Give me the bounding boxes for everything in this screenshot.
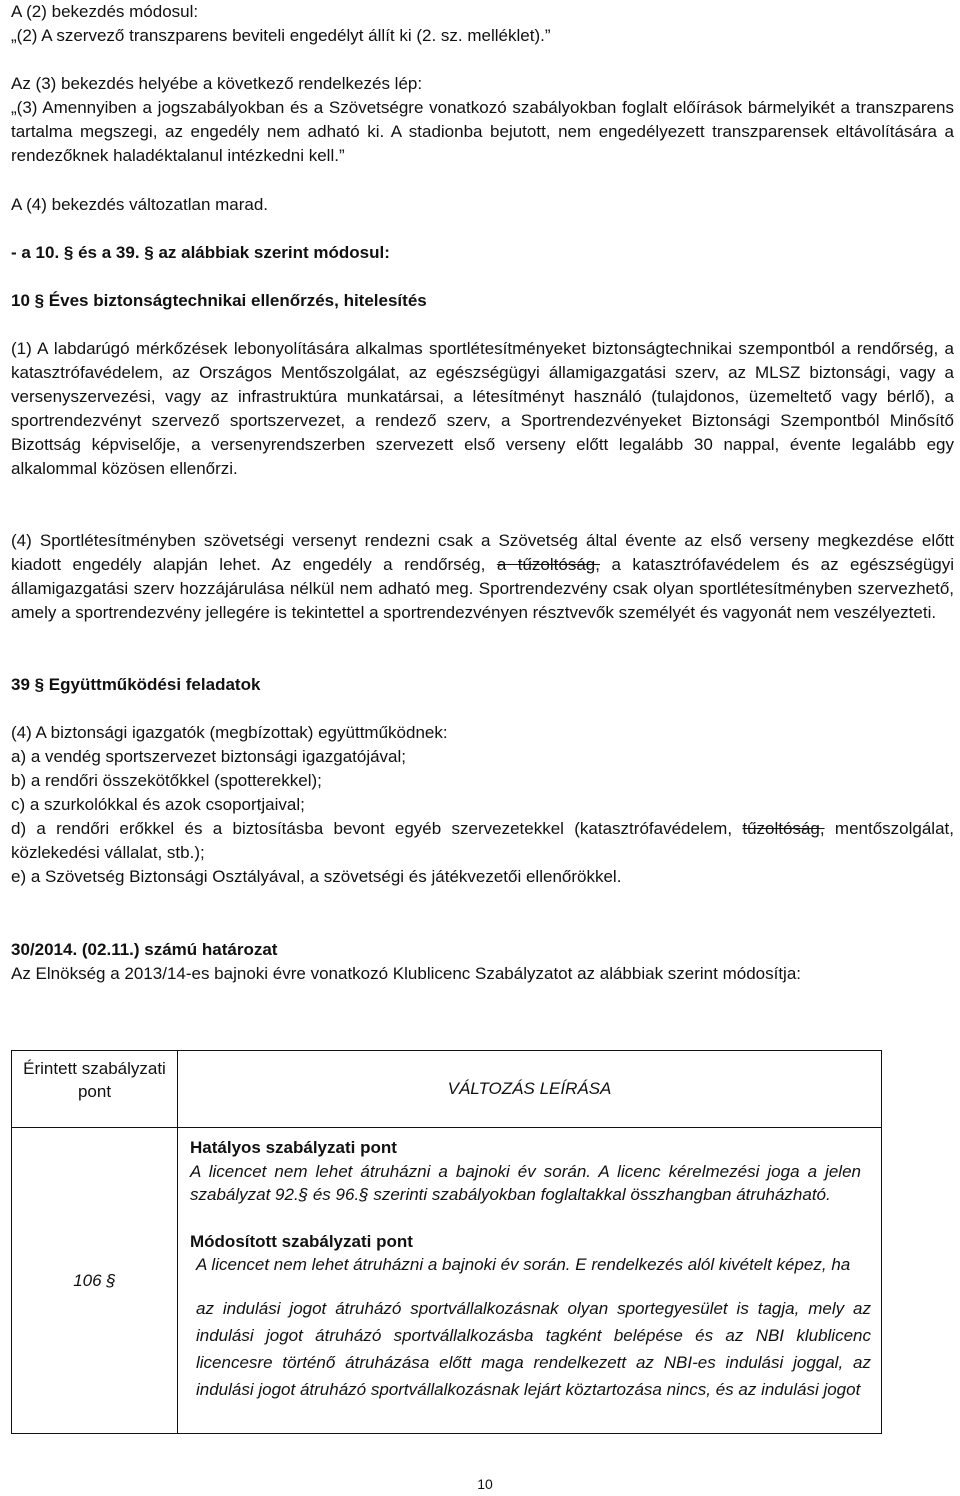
header-affected-point: Érintett szabályzati pont bbox=[12, 1051, 178, 1128]
modified-rule-label: Módosított szabályzati pont bbox=[190, 1231, 413, 1251]
intro-line-1: A (2) bekezdés módosul: bbox=[11, 2, 199, 21]
section-39-item-e: e) a Szövetség Biztonsági Osztályával, a szövetségi és játékvezetői ellenőrökkel. bbox=[11, 867, 622, 886]
para4-struck-text: a tűzoltóság, bbox=[496, 555, 600, 574]
resolution-text: Az Elnökség a 2013/14-es bajnoki évre vonatkozó Klublicenc Szabályzatot az alábbiak szerint módosítja: bbox=[11, 964, 802, 983]
header-change-description: VÁLTOZÁS LEÍRÁSA bbox=[178, 1051, 882, 1128]
intro-line-2: „(2) A szervező transzparens beviteli engedélyt állít ki (2. sz. melléklet).” bbox=[11, 26, 551, 45]
section-39-title: 39 § Együttműködési feladatok bbox=[11, 675, 261, 694]
section-10-paragraph-1: (1) A labdarúgó mérkőzések lebonyolítására alkalmas sportlétesítményeket biztonságtechnikai szempontból a rendőrség, a katasztrófavédelem, az Országos Mentőszolgálat, az egészségügyi államigazgatási szerv, az MLSZ biztonsági, vagy a versenyszervezési, vagy az infrastruktúra munkatársai, a létesítményt használó (tulajdonos, üzemeltető vagy bérlő), a sportrendezvényt szervező sportszervezet, a rendező szerv, a Sportrendezvényeket Biztonsági Szempontból Minősítő Bizottság képviselője, a versenyrendszerben szervezett első verseny előtt legalább 30 nappal, évente legalább egy alkalommal közösen ellenőrzi. bbox=[11, 339, 954, 478]
change-table bbox=[11, 1050, 882, 1434]
current-rule-text: A licencet nem lehet átruházni a bajnoki év során. A licenc kérelmezési joga a jelen szabályzat 92.§ és 96.§ szerinti szabályokban foglaltakkal összhangban átruházható. bbox=[190, 1161, 861, 1204]
modified-rule-text-1: A licencet nem lehet átruházni a bajnoki év során. E rendelkezés alól kivételt képez, ha bbox=[196, 1255, 851, 1274]
row-change-description bbox=[178, 1128, 882, 1434]
para4-text-a: (4) Sportlétesítményben szövetségi versenyt rendezni csak a Szövetség által évente az első verseny megkezdése előtt kiadott engedély alapján lehet. Az engedély a rendőrség, bbox=[11, 531, 954, 574]
table-row bbox=[12, 1128, 882, 1434]
section-39-item-a: a) a vendég sportszervezet biztonsági igazgatójával; bbox=[11, 747, 407, 766]
modified-rule-text-2: az indulási jogot átruházó sportvállalkozásnak olyan sportegyesület is tagja, mely az indulási jogot átruházó sportvállalkozásba tagként belépése és az NBI klublicenc licencesre történő átruházása előtt maga rendelkezett az NBI-es indulási joggal, az indulási jogot átruházó sportvállalkozásnak lejárt köztartozása nincs, és az indulási jogot bbox=[196, 1298, 871, 1399]
amendment-heading: - a 10. § és a 39. § az alábbiak szerint módosul: bbox=[11, 243, 390, 262]
section-39-item-c: c) a szurkolókkal és azok csoportjaival; bbox=[11, 795, 305, 814]
intro-line-3: Az (3) bekezdés helyébe a következő rendelkezés lép: bbox=[11, 74, 423, 93]
intro-line-4: A (4) bekezdés változatlan marad. bbox=[11, 195, 269, 214]
section-39-item-d bbox=[11, 817, 954, 865]
page-number: 10 bbox=[477, 1476, 493, 1492]
resolution-title: 30/2014. (02.11.) számú határozat bbox=[11, 940, 278, 959]
section-39-intro: (4) A biztonsági igazgatók (megbízottak) együttműködnek: bbox=[11, 723, 448, 742]
item-d-text-a: d) a rendőri erőkkel és a biztosításba bevont egyéb szervezetekkel (katasztrófavédelem, bbox=[11, 819, 733, 838]
section-39-item-b: b) a rendőri összekötőkkel (spotterekkel); bbox=[11, 771, 322, 790]
para4-text-b: a katasztrófavédelem és az egészségügyi államigazgatási szerv hozzájárulása nélkül nem adható meg. Sportrendezvény csak olyan sportlétesítményben szervezhető, amely a sportrendezvény jellegére is tekintettel a sportrendezvényen résztvevők személyét és vagyonát nem veszélyezteti. bbox=[11, 555, 955, 622]
item-d-struck-text: tűzoltóság, bbox=[742, 819, 825, 838]
current-rule-label: Hatályos szabályzati pont bbox=[190, 1138, 397, 1157]
row-affected-point: 106 § bbox=[12, 1128, 178, 1434]
section-10-paragraph-4 bbox=[11, 529, 954, 625]
intro-paragraph-3: „(3) Amennyiben a jogszabályokban és a Szövetségre vonatkozó szabályokban foglalt előírások bármelyikét a transzparens tartalma megszegi, az engedély nem adható ki. A stadionba bejutott, nem engedélyezett transzparensek eltávolítására a rendezőknek haladéktalanul intézkedni kell.” bbox=[11, 98, 954, 165]
section-10-title: 10 § Éves biztonságtechnikai ellenőrzés, hitelesítés bbox=[11, 291, 427, 310]
table-header-row bbox=[12, 1051, 882, 1128]
item-d-text-b: mentőszolgálat, közlekedési vállalat, stb.); bbox=[11, 819, 954, 862]
